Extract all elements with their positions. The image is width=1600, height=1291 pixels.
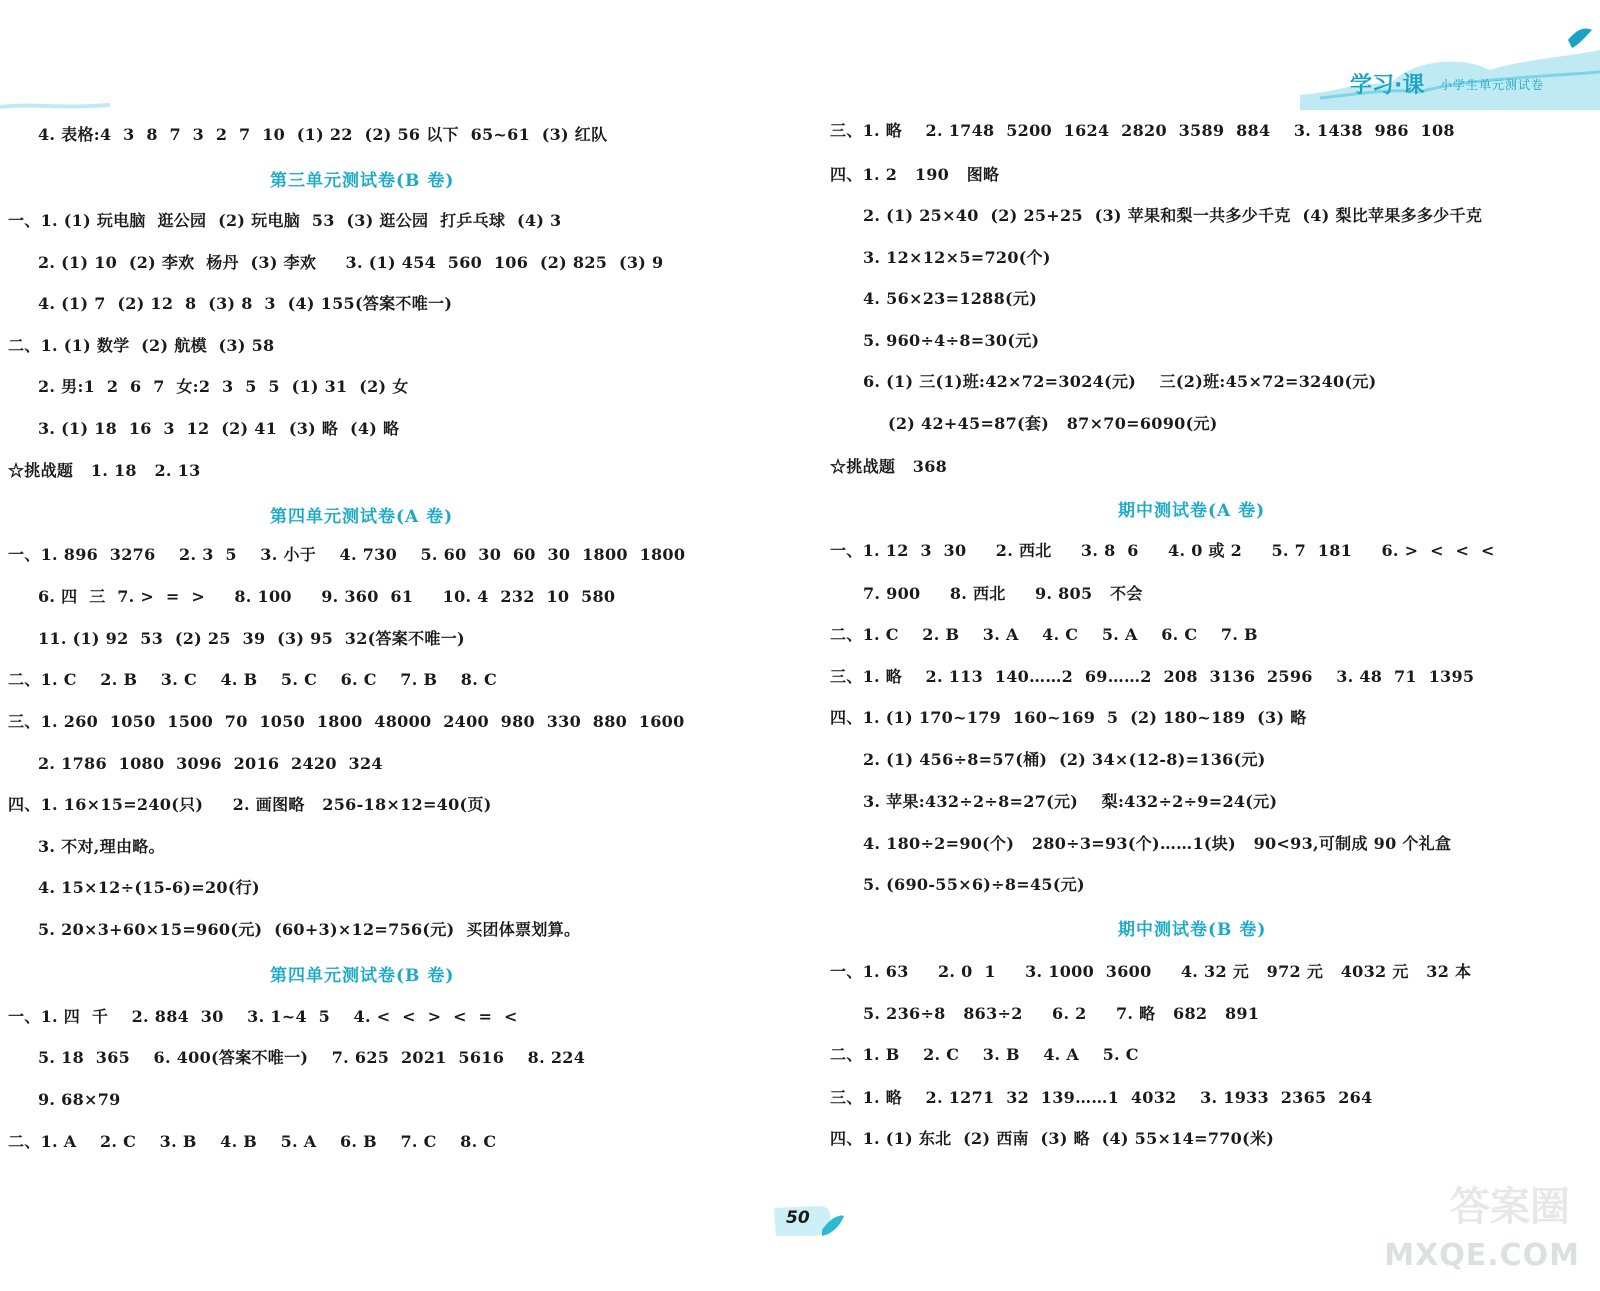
answer-line: 3. 12×12×5=720(个) bbox=[863, 248, 1051, 267]
answer-line: 2. (1) 456÷8=57(桶) (2) 34×(12-8)=136(元) bbox=[863, 750, 1266, 769]
answer-line: 2. 男:1 2 6 7 女:2 3 5 5 (1) 31 (2) 女 bbox=[38, 377, 409, 396]
watermark bbox=[1380, 1173, 1580, 1273]
section-title: 第四单元测试卷(A 卷) bbox=[270, 507, 454, 527]
answer-line: 3. 苹果:432÷2÷8=27(元) 梨:432÷2÷9=24(元) bbox=[863, 792, 1278, 811]
answer-line: (2) 42+45=87(套) 87×70=6090(元) bbox=[888, 414, 1218, 433]
page-number-badge bbox=[770, 1200, 845, 1240]
answer-line: 9. 68×79 bbox=[38, 1090, 121, 1109]
answer-line: ☆挑战题 1. 18 2. 13 bbox=[8, 461, 201, 480]
section-title: 第三单元测试卷(B 卷) bbox=[270, 171, 455, 191]
answer-line: 3. (1) 18 16 3 12 (2) 41 (3) 略 (4) 略 bbox=[38, 419, 400, 438]
answer-line: 一、1. 896 3276 2. 3 5 3. 小于 4. 730 5. 60 30 60 30 1800 1800 bbox=[8, 545, 686, 564]
answer-line: 三、1. 略 2. 113 140……2 69……2 208 3136 2596 3. 48 71 1395 bbox=[830, 667, 1475, 686]
answer-line: 6. (1) 三(1)班:42×72=3024(元) 三(2)班:45×72=3240(元) bbox=[863, 372, 1377, 391]
section-title: 期中测试卷(B 卷) bbox=[1118, 920, 1267, 940]
answer-line: 2. (1) 25×40 (2) 25+25 (3) 苹果和梨一共多少千克 (4) 梨比苹果多多少千克 bbox=[863, 206, 1483, 225]
section-title: 期中测试卷(A 卷) bbox=[1118, 501, 1266, 521]
answer-line: 7. 900 8. 西北 9. 805 不会 bbox=[863, 584, 1143, 603]
answer-line: 二、1. B 2. C 3. B 4. A 5. C bbox=[830, 1045, 1139, 1064]
answer-line: 11. (1) 92 53 (2) 25 39 (3) 95 32(答案不唯一) bbox=[38, 629, 465, 648]
answer-line: ☆挑战题 368 bbox=[830, 457, 948, 476]
answer-line: 四、1. (1) 东北 (2) 西南 (3) 略 (4) 55×14=770(米) bbox=[830, 1129, 1275, 1148]
header-subtitle: 小学生单元测试卷 bbox=[1440, 78, 1545, 92]
page-number: 50 bbox=[786, 1208, 810, 1228]
answer-line: 四、1. (1) 170~179 160~169 5 (2) 180~189 (3) 略 bbox=[830, 708, 1307, 727]
answer-line: 2. (1) 10 (2) 李欢 杨丹 (3) 李欢 3. (1) 454 560 106 (2) 825 (3) 9 bbox=[38, 253, 664, 272]
answer-line: 4. 15×12÷(15-6)=20(行) bbox=[38, 878, 260, 897]
answer-line: 5. (690-55×6)÷8=45(元) bbox=[863, 875, 1085, 894]
answer-line: 二、1. C 2. B 3. C 4. B 5. C 6. C 7. B 8. C bbox=[8, 670, 497, 689]
answer-line: 4. 表格:4 3 8 7 3 2 7 10 (1) 22 (2) 56 以下 65~61 (3) 红队 bbox=[38, 125, 608, 144]
answer-line: 4. (1) 7 (2) 12 8 (3) 8 3 (4) 155(答案不唯一) bbox=[38, 294, 453, 313]
answer-line: 四、1. 2 190 图略 bbox=[830, 165, 1000, 184]
answer-line: 一、1. 12 3 30 2. 西北 3. 8 6 4. 0 或 2 5. 7 181 6. > < < < bbox=[830, 541, 1495, 560]
header-banner bbox=[1300, 0, 1600, 110]
answer-line: 6. 四 三 7. > = > 8. 100 9. 360 61 10. 4 232 10 580 bbox=[38, 587, 616, 606]
answer-line: 三、1. 略 2. 1748 5200 1624 2820 3589 884 3. 1438 986 108 bbox=[830, 121, 1455, 140]
section-title: 第四单元测试卷(B 卷) bbox=[270, 966, 455, 986]
answer-line: 二、1. (1) 数学 (2) 航模 (3) 58 bbox=[8, 336, 275, 355]
answer-line: 4. 180÷2=90(个) 280÷3=93(个)……1(块) 90<93,可制成 90 个礼盒 bbox=[863, 834, 1452, 853]
answer-line: 三、1. 略 2. 1271 32 139……1 4032 3. 1933 2365 264 bbox=[830, 1088, 1373, 1107]
answer-line: 二、1. C 2. B 3. A 4. C 5. A 6. C 7. B bbox=[830, 625, 1258, 644]
answer-line: 4. 56×23=1288(元) bbox=[863, 289, 1038, 308]
answer-line: 2. 1786 1080 3096 2016 2420 324 bbox=[38, 754, 383, 773]
watermark-logo: 答案圈 bbox=[1450, 1184, 1570, 1230]
answer-line: 三、1. 260 1050 1500 70 1050 1800 48000 2400 980 330 880 1600 bbox=[8, 712, 685, 731]
answer-line: 5. 236÷8 863÷2 6. 2 7. 略 682 891 bbox=[863, 1004, 1260, 1023]
answer-line: 5. 20×3+60×15=960(元) (60+3)×12=756(元) 买团体票划算。 bbox=[38, 920, 581, 939]
answer-line: 二、1. A 2. C 3. B 4. B 5. A 6. B 7. C 8. C bbox=[8, 1132, 497, 1151]
answer-line: 5. 960÷4÷8=30(元) bbox=[863, 331, 1040, 350]
left-deco-line bbox=[0, 95, 110, 115]
answer-line: 3. 不对,理由略。 bbox=[38, 837, 165, 856]
answer-line: 一、1. (1) 玩电脑 逛公园 (2) 玩电脑 53 (3) 逛公园 打乒乓球 (4) 3 bbox=[8, 211, 562, 230]
answer-line: 一、1. 63 2. 0 1 3. 1000 3600 4. 32 元 972 元 4032 元 32 本 bbox=[830, 962, 1472, 981]
header-logo: 学习·课 bbox=[1350, 73, 1425, 98]
watermark-url: MXQE.COM bbox=[1384, 1238, 1580, 1273]
answer-line: 一、1. 四 千 2. 884 30 3. 1~4 5 4. < < > < = < bbox=[8, 1007, 518, 1026]
answer-line: 四、1. 16×15=240(只) 2. 画图略 256-18×12=40(页) bbox=[8, 795, 492, 814]
answer-line: 5. 18 365 6. 400(答案不唯一) 7. 625 2021 5616 8. 224 bbox=[38, 1048, 586, 1067]
